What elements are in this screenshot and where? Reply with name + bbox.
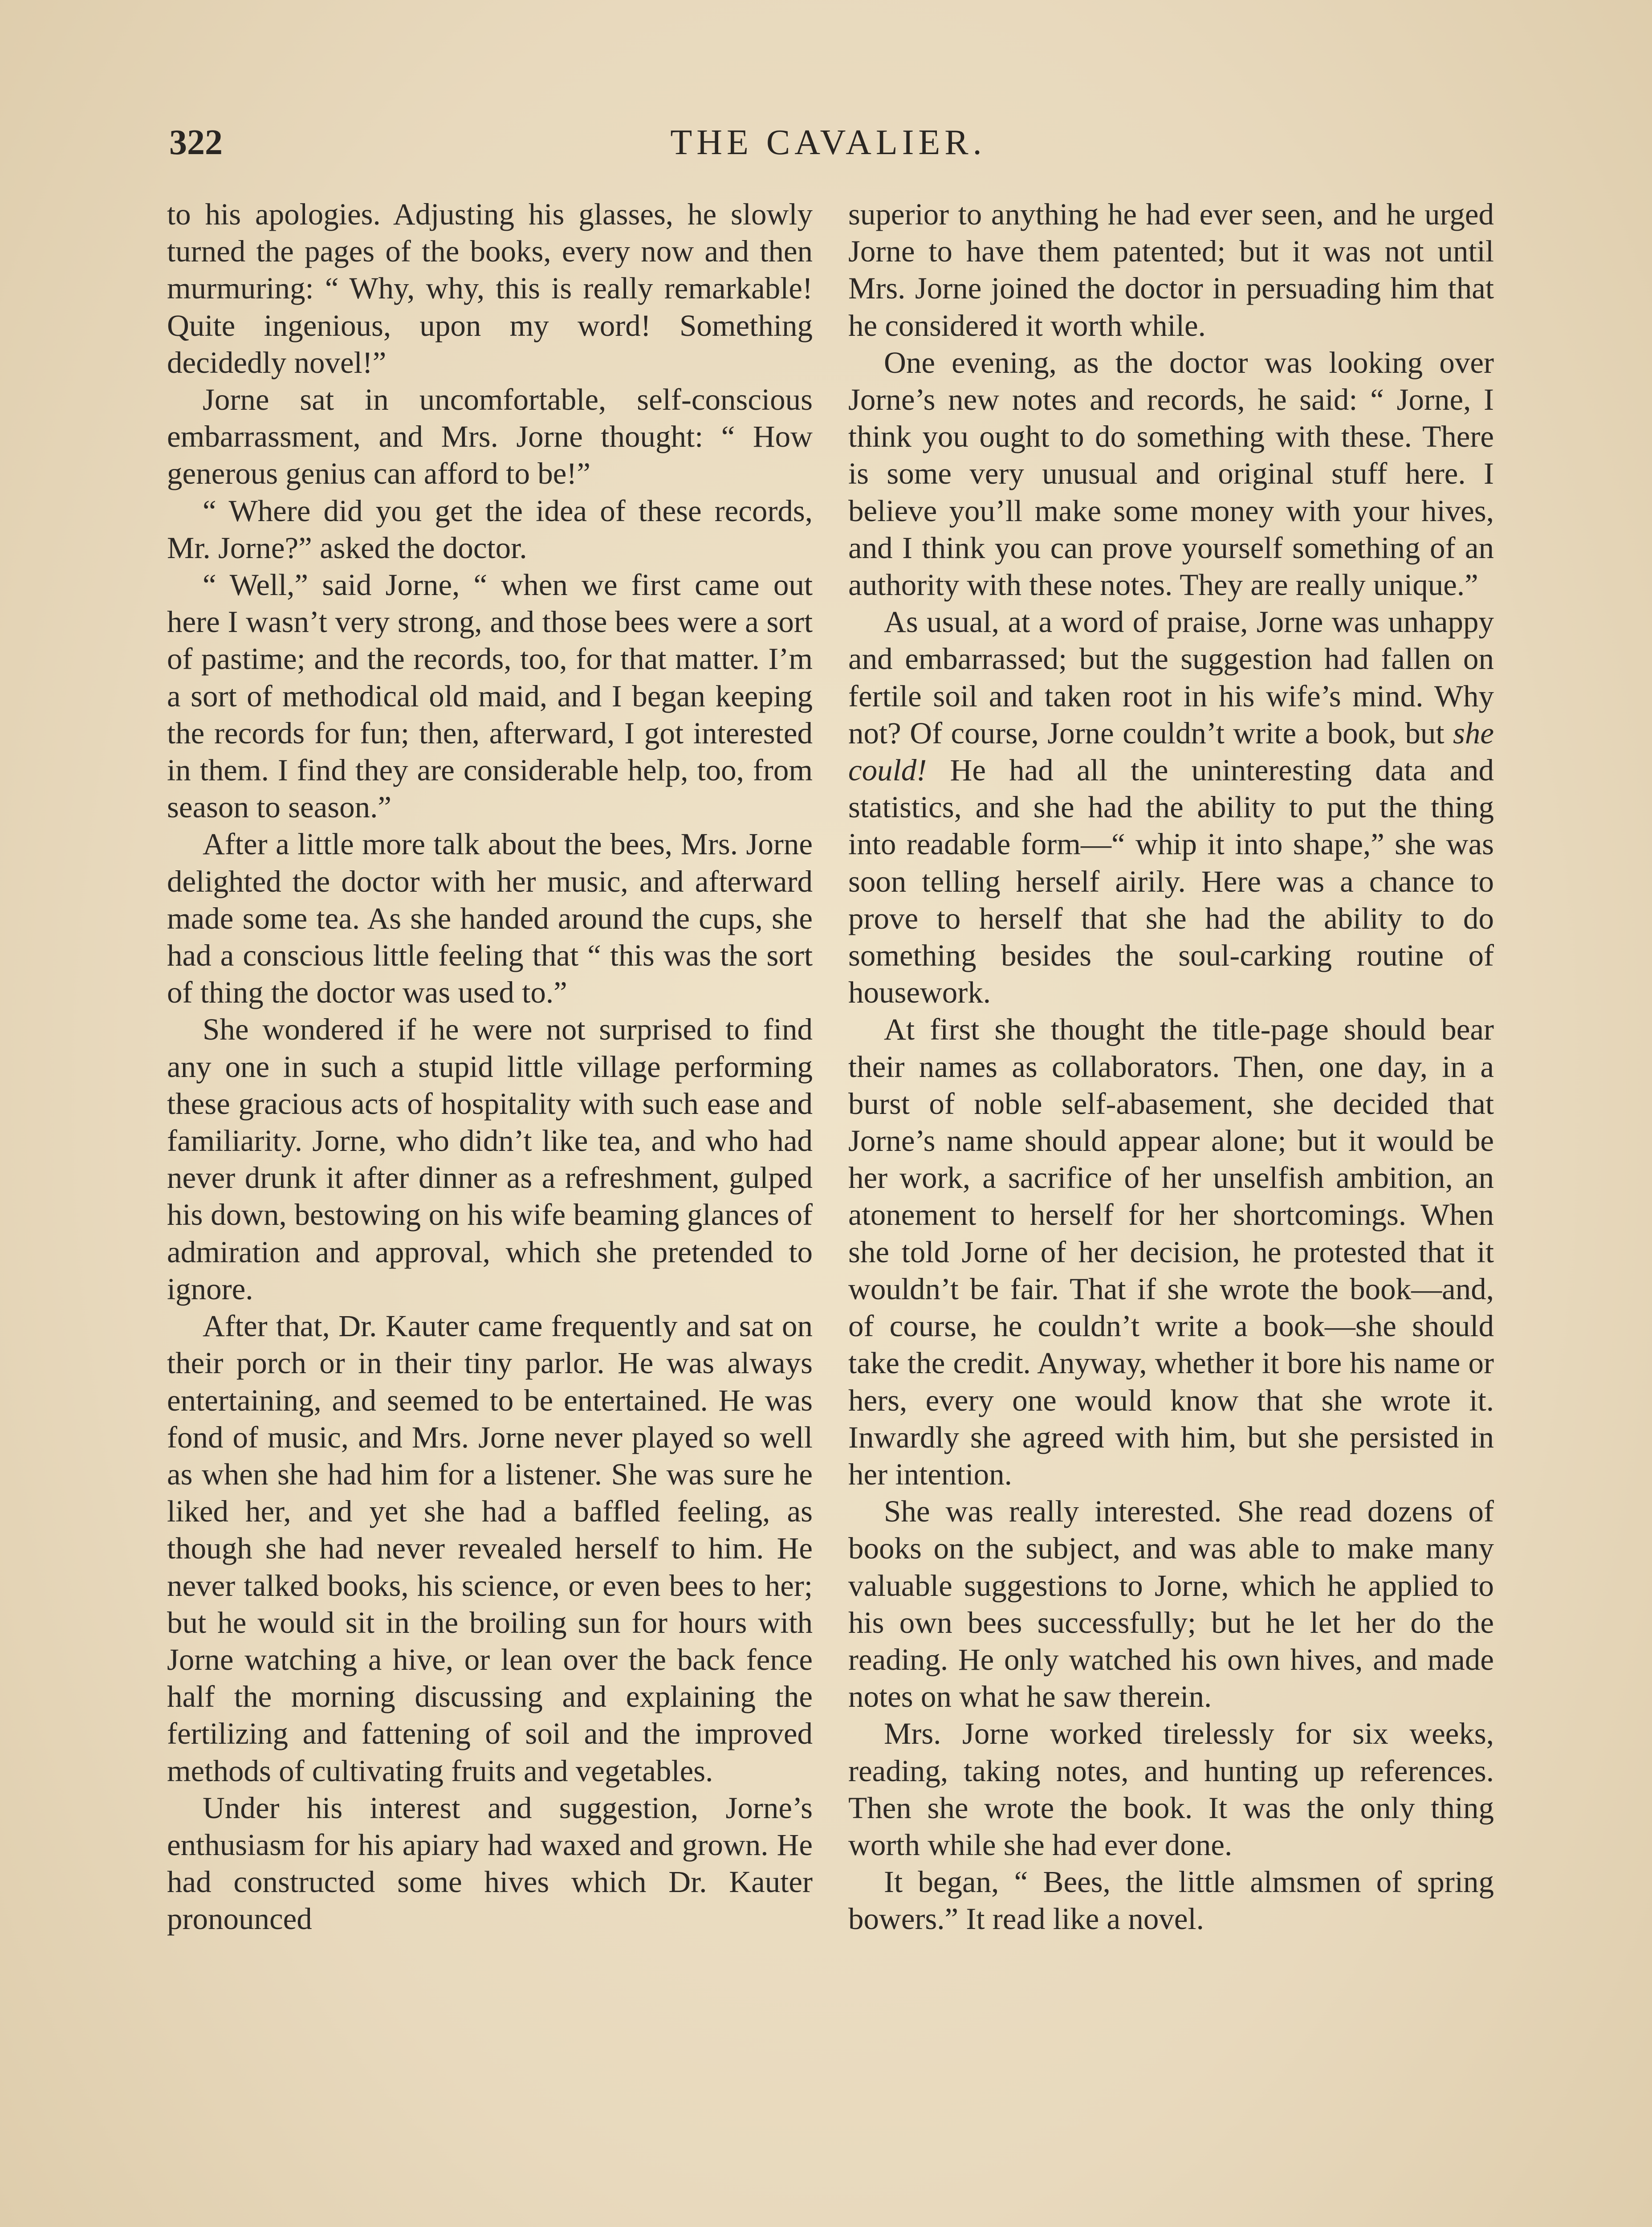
paragraph: Under his interest and suggestion, Jorne’s enthusiasm for his apiary had waxed and grown. He had constructed some hives which Dr. Kauter pronounced (167, 1791, 813, 1936)
paragraph: After a little more talk about the bees, Mrs. Jorne delighted the doctor with her music, and afterward made some tea. As she handed around the cups, she had a conscious little feeling that “ this was the sort of thing the doctor was used to.” (167, 827, 813, 1010)
running-head (169, 120, 1487, 165)
paragraph: It began, “ Bees, the little almsmen of spring bowers.” It read like a novel. (848, 1865, 1494, 1936)
paragraph: At first she thought the title-page should bear their names as collaborators. Then, one day, in a burst of noble self-abasement, she decided that Jorne’s name should appear alone; but it would be her work, a sacrifice of her unselfish ambition, an atonement to herself for her shortcomings. When she told Jorne of her decision, he protested that it wouldn’t be fair. That if she wrote the book—and, of course, he couldn’t write a book—she should take the credit. Anyway, whether it bore his name or hers, every one would know that she wrote it. Inwardly she agreed with him, but she persisted in her intention. (848, 1012, 1494, 1491)
paragraph: After that, Dr. Kauter came frequently and sat on their porch or in their tiny parlor. He was always entertaining, and seemed to be entertained. He was fond of music, and Mrs. Jorne never played so well as when she had him for a listener. She was sure he liked her, and yet she had a baffled feeling, as though she had never revealed herself to him. He never talked books, his science, or even bees to her; but he would sit in the broiling sun for hours with Jorne watching a hive, or lean over the back fence half the morning discussing and explaining the fertilizing and fattening of soil and the improved methods of cultivating fruits and vegetables. (167, 1309, 813, 1788)
paragraph: to his apologies. Adjusting his glasses, he slowly turned the pages of the books, every now and then murmuring: “ Why, why, this is really remarkable! Quite ingenious, upon my word! Something decidedly novel!” (167, 197, 813, 379)
paragraph: One evening, as the doctor was looking over Jorne’s new notes and records, he said: “ Jorne, I think you ought to do something with these. There is some very unusual and original stuff here. I believe you’ll make some money with your hives, and I think you can prove yourself something of an authority with these notes. They are really unique.” (848, 345, 1494, 602)
paragraph: Mrs. Jorne worked tirelessly for six weeks, reading, taking notes, and hunting up references. Then she wrote the book. It was the only thing worth while she had ever done. (848, 1717, 1494, 1862)
running-title: THE CAVALIER. (670, 123, 986, 162)
paragraph: “ Well,” said Jorne, “ when we first came out here I wasn’t very strong, and those bees were a sort of pastime; and the records, too, for that matter. I’m a sort of methodical old maid, and I began keeping the records for fun; then, afterward, I got interested in them. I find they are considerable help, too, from season to season.” (167, 568, 813, 824)
emphasis-text: she could! (848, 716, 1494, 787)
right-column (848, 196, 1494, 1938)
left-column (167, 196, 813, 1938)
page-number: 322 (169, 123, 223, 162)
paragraph-text: He had all the uninteresting data and statistics, and she had the ability to put the thing into readable form—“ whip it into shape,” she was soon telling herself airily. Here was a chance to prove to herself that she had the ability to do something besides the soul-carking routine of housework. (848, 753, 1494, 1010)
paragraph: She wondered if he were not surprised to find any one in such a stupid little village performing these gracious acts of hospitality with such ease and familiarity. Jorne, who didn’t like tea, and who had never drunk it after dinner as a refreshment, gulped his down, bestowing on his wife beaming glances of admiration and approval, which she pretended to ignore. (167, 1012, 813, 1306)
paragraph: Jorne sat in uncomfortable, self-conscious embarrassment, and Mrs. Jorne thought: “ How generous genius can afford to be!” (167, 383, 813, 491)
paragraph (848, 604, 1494, 1011)
paragraph: “ Where did you get the idea of these records, Mr. Jorne?” asked the doctor. (167, 494, 813, 565)
paragraph: She was really interested. She read dozens of books on the subject, and was able to make many valuable suggestions to Jorne, which he applied to his own bees successfully; but he let her do the reading. He only watched his own hives, and made notes on what he saw therein. (848, 1494, 1494, 1714)
paragraph-text: As usual, at a word of praise, Jorne was unhappy and embarrassed; but the suggestion had fallen on fertile soil and taken root in his wife’s mind. Why not? Of course, Jorne couldn’t write a book, but (848, 605, 1494, 750)
paragraph: superior to anything he had ever seen, and he urged Jorne to have them patented; but it was not until Mrs. Jorne joined the doctor in persuading him that he considered it worth while. (848, 197, 1494, 343)
